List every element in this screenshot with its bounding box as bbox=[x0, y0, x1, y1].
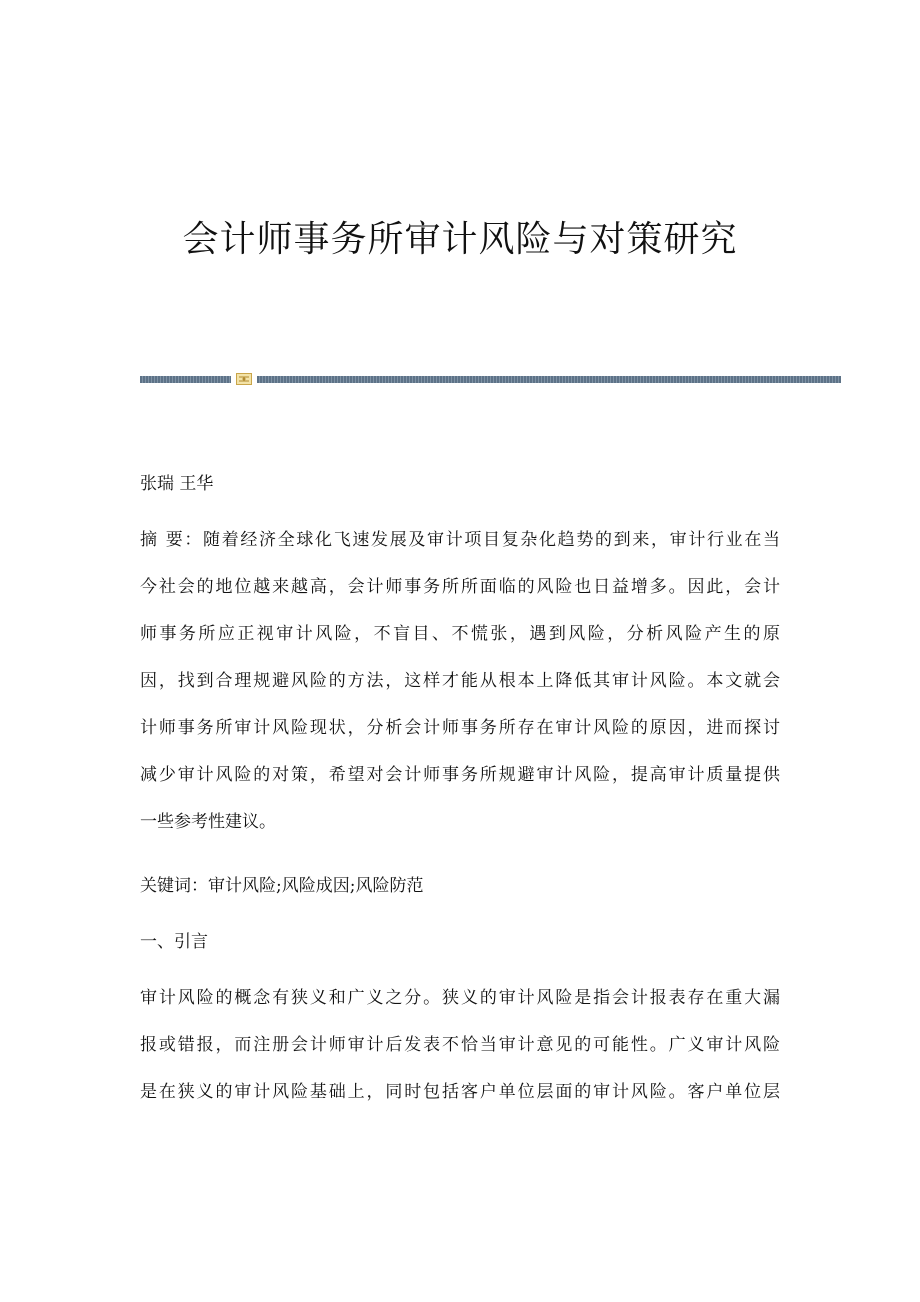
abstract-line: 师事务所应正视审计风险，不盲目、不慌张，遇到风险，分析风险产生的原 bbox=[140, 624, 780, 644]
abstract-line: 今社会的地位越来越高，会计师事务所所面临的风险也日益增多。因此，会计 bbox=[140, 577, 780, 597]
document-title: 会计师事务所审计风险与对策研究 bbox=[182, 219, 738, 260]
author-names: 张瑞 王华 bbox=[140, 474, 214, 494]
body-paragraph bbox=[140, 983, 780, 1124]
abstract-line: 因，找到合理规避风险的方法，这样才能从根本上降低其审计风险。本文就会 bbox=[140, 671, 780, 691]
title-divider bbox=[140, 373, 841, 385]
abstract-line: 计师事务所审计风险现状，分析会计师事务所存在审计风险的原因，进而探讨 bbox=[140, 718, 780, 738]
divider-ornament-icon bbox=[236, 373, 252, 385]
section-heading: 一、引言 bbox=[140, 932, 208, 952]
abstract-line: 一些参考性建议。 bbox=[140, 812, 276, 832]
body-line: 审计风险的概念有狭义和广义之分。狭义的审计风险是指会计报表存在重大漏 bbox=[140, 988, 780, 1008]
abstract-line: 减少审计风险的对策，希望对会计师事务所规避审计风险，提高审计质量提供 bbox=[140, 765, 780, 785]
abstract-line: 摘 要：随着经济全球化飞速发展及审计项目复杂化趋势的到来，审计行业在当 bbox=[140, 530, 780, 550]
body-line: 是在狭义的审计风险基础上，同时包括客户单位层面的审计风险。客户单位层 bbox=[140, 1082, 780, 1102]
divider-bar-right bbox=[257, 376, 841, 383]
body-line: 报或错报，而注册会计师审计后发表不恰当审计意见的可能性。广义审计风险 bbox=[140, 1035, 780, 1055]
divider-bar-left bbox=[140, 376, 231, 383]
keywords-line: 关键词：审计风险;风险成因;风险防范 bbox=[140, 876, 424, 896]
abstract-paragraph bbox=[140, 525, 780, 854]
